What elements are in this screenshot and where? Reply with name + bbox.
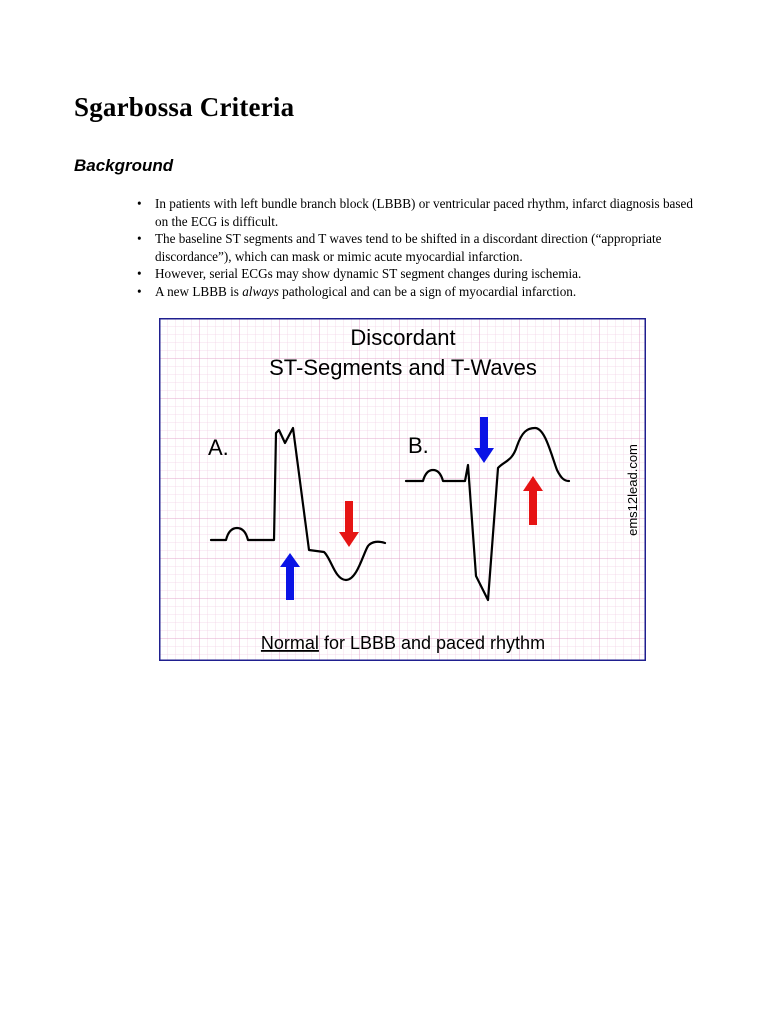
ecg-diagram <box>159 318 646 661</box>
panel-b-label: B. <box>408 433 429 458</box>
watermark-text: ems12lead.com <box>625 444 640 536</box>
caption-underlined: Normal <box>260 633 319 653</box>
ecg-figure <box>159 318 646 661</box>
bullet-text: In patients with left bundle branch block (LBBB) or ventricular paced rhythm, infarct diagnosis based on the ECG is difficult. <box>155 196 693 229</box>
bullet-item <box>136 265 696 283</box>
panel-a-label: A. <box>208 435 229 460</box>
caption-rest: for LBBB and paced rhythm <box>318 633 546 653</box>
page-title: Sgarbossa Criteria <box>74 92 295 122</box>
bullet-item <box>136 283 696 301</box>
bullet-emphasis: always <box>242 283 279 299</box>
background-bullet-list <box>136 195 696 300</box>
bullet-text: However, serial ECGs may show dynamic ST segment changes during ischemia. <box>155 266 582 281</box>
bullet-text: The baseline ST segments and T waves tend to be shifted in a discordant direction (“appropriate discordance”), which can mask or mimic acute myocardial infarction. <box>155 231 662 264</box>
section-heading-background: Background <box>74 156 174 175</box>
bullet-item <box>136 195 696 230</box>
bullet-text-after: pathological and can be a sign of myocardial infarction. <box>278 283 577 299</box>
figure-title-line1: Discordant <box>350 325 456 350</box>
figure-caption <box>261 633 545 653</box>
bullet-text-before: A new LBBB is <box>155 283 243 299</box>
figure-title-line2: ST-Segments and T-Waves <box>269 355 537 380</box>
bullet-item <box>136 230 696 265</box>
